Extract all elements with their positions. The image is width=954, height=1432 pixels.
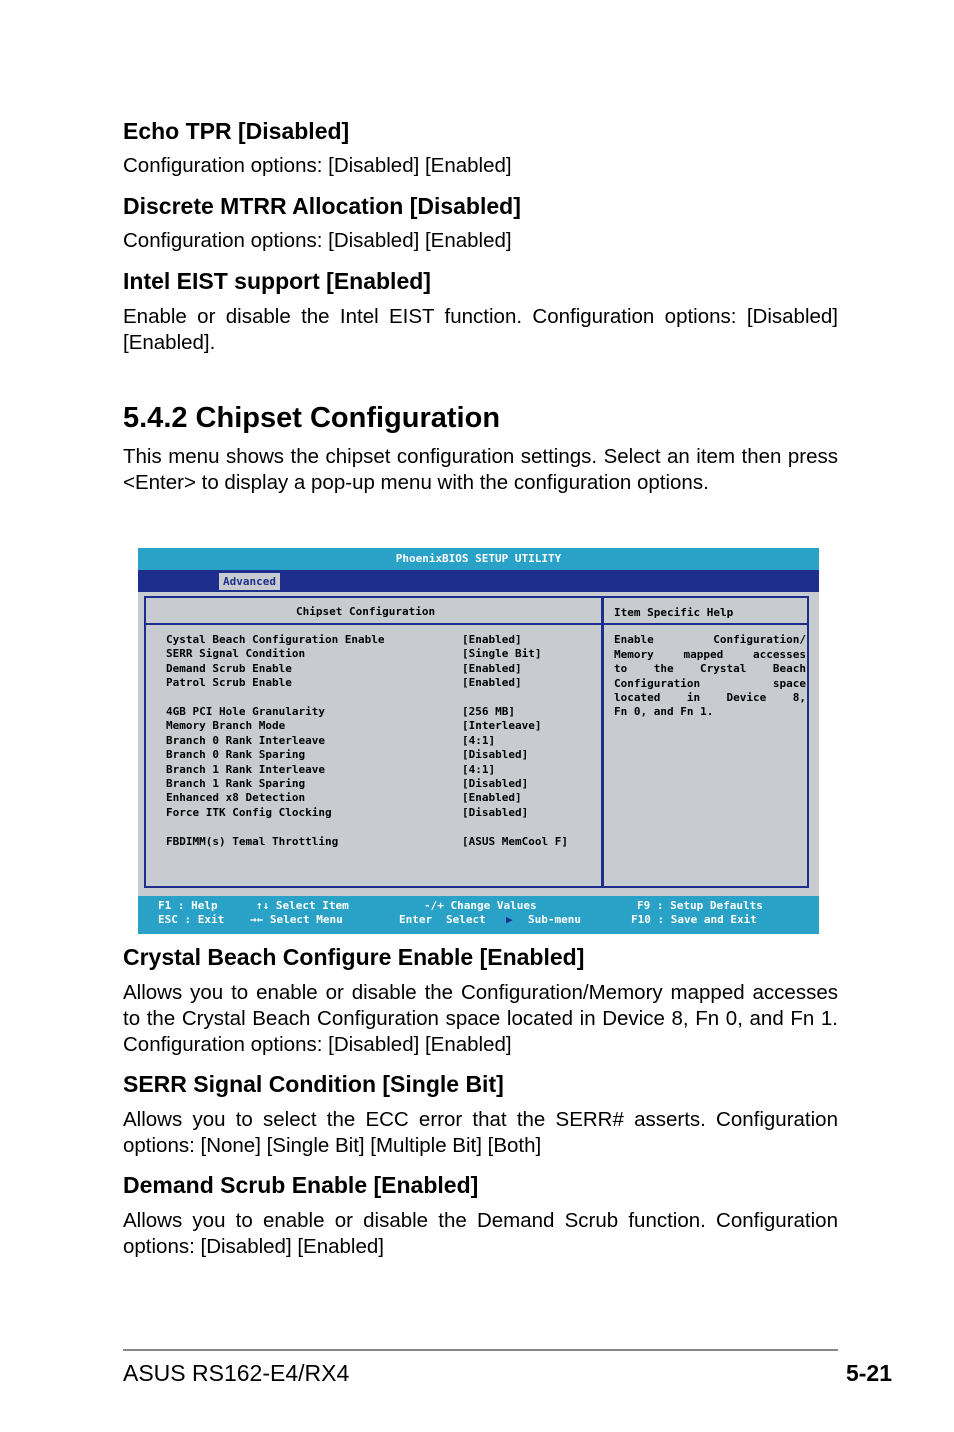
bios-help-line: Fn 0, and Fn 1. (614, 705, 714, 718)
crystal-beach-text: Allows you to enable or disable the Configuration/Memory mapped accesses to the Crystal Beach Configuration space located in Device 8, Fn 0, and Fn 1. Configuration options: [Disabled] [Enabled] (123, 981, 838, 1056)
bios-item-value[interactable]: [Single Bit] (462, 647, 542, 660)
bios-item-value[interactable]: [4:1] (462, 734, 496, 747)
bios-item-label[interactable]: Enhanced x8 Detection (166, 791, 306, 804)
bios-item-label[interactable]: Branch 0 Rank Sparing (166, 748, 306, 761)
key-select-menu: →← Select Menu (250, 913, 343, 926)
bios-body (138, 592, 819, 896)
intel-eist-heading: Intel EIST support [Enabled] (123, 268, 431, 294)
intel-eist-text: Enable or disable the Intel EIST function. Configuration options: [Disabled] [Enabled]. (123, 305, 838, 354)
bios-item-value[interactable]: [Disabled] (462, 777, 529, 790)
bios-item-label[interactable]: Branch 0 Rank Interleave (166, 734, 325, 747)
bios-item-label[interactable]: Memory Branch Mode (166, 719, 286, 732)
bios-item-label[interactable]: Patrol Scrub Enable (166, 676, 292, 689)
demand-scrub-heading: Demand Scrub Enable [Enabled] (123, 1172, 479, 1198)
footer-page-number: 5-21 (845, 1360, 892, 1386)
key-f10-save-exit: F10 : Save and Exit (631, 913, 757, 926)
submenu-arrow-icon: ▶ (506, 913, 513, 926)
footer-product-name: ASUS RS162-E4/RX4 (123, 1360, 350, 1386)
bios-item-label[interactable]: 4GB PCI Hole Granularity (166, 705, 325, 718)
bios-menu-bar (138, 570, 819, 592)
chapter-title: 5.4.2 Chipset Configuration (123, 402, 501, 434)
bios-help-title: Item Specific Help (614, 606, 734, 619)
key-esc-exit: ESC : Exit (158, 913, 225, 926)
bios-item-value[interactable]: [Enabled] (462, 662, 522, 675)
bios-item-value[interactable]: [256 MB] (462, 705, 515, 718)
bios-help-line: located in Device 8, (614, 691, 806, 704)
bios-panel-divider (601, 596, 604, 888)
key-f1-help: F1 : Help (158, 899, 218, 912)
key-select-item: ↑↓ Select Item (256, 899, 349, 912)
bios-item-label[interactable]: Demand Scrub Enable (166, 662, 292, 675)
crystal-beach-heading: Crystal Beach Configure Enable [Enabled] (123, 944, 585, 970)
footer-rule (123, 1349, 838, 1351)
bios-panel-title: Chipset Configuration (296, 605, 436, 618)
chapter-intro: This menu shows the chipset configuration settings. Select an item then press <Enter> to display a pop-up menu with the configuration options. (123, 445, 838, 494)
demand-scrub-text: Allows you to enable or disable the Demand Scrub function. Configuration options: [Disabled] [Enabled] (123, 1209, 838, 1258)
bios-item-value[interactable]: [Enabled] (462, 791, 522, 804)
bios-help-line: Memory mapped accesses (614, 648, 806, 661)
bios-item-value[interactable]: [Enabled] (462, 633, 522, 646)
bios-title-bar: PhoenixBIOS SETUP UTILITY (138, 548, 819, 570)
key-enter-select: Select (446, 913, 486, 926)
echo-tpr-heading: Echo TPR [Disabled] (123, 118, 350, 144)
echo-tpr-text: Configuration options: [Disabled] [Enabled] (123, 154, 512, 177)
bios-item-label[interactable]: Force ITK Config Clocking (166, 806, 332, 819)
bios-help-line: Configuration space (614, 677, 806, 690)
bios-item-label[interactable]: Cystal Beach Configuration Enable (166, 633, 385, 646)
bios-key-legend (138, 896, 819, 934)
key-f9-defaults: F9 : Setup Defaults (637, 899, 763, 912)
bios-help-line: to the Crystal Beach (614, 662, 806, 675)
serr-heading: SERR Signal Condition [Single Bit] (123, 1071, 504, 1097)
bios-item-value[interactable]: [Interleave] (462, 719, 542, 732)
bios-help-line: Enable Configuration/ (614, 633, 806, 646)
key-sub-menu: Sub-menu (528, 913, 581, 926)
serr-text: Allows you to select the ECC error that the SERR# asserts. Configuration options: [None] [Single Bit] [Multiple Bit] [Both] (123, 1108, 838, 1157)
discrete-mtrr-text: Configuration options: [Disabled] [Enabled] (123, 229, 512, 252)
bios-item-value[interactable]: [4:1] (462, 763, 496, 776)
key-enter: Enter (399, 913, 433, 926)
bios-tab-advanced[interactable]: Advanced (219, 573, 280, 590)
bios-item-label[interactable]: Branch 1 Rank Sparing (166, 777, 306, 790)
bios-header-divider (144, 623, 809, 625)
bios-item-value[interactable]: [Disabled] (462, 748, 529, 761)
bios-item-value[interactable]: [Enabled] (462, 676, 522, 689)
key-change-values: -/+ Change Values (424, 899, 537, 912)
bios-screenshot (138, 548, 819, 934)
bios-item-label[interactable]: FBDIMM(s) Temal Throttling (166, 835, 339, 848)
bios-item-value[interactable]: [Disabled] (462, 806, 529, 819)
discrete-mtrr-heading: Discrete MTRR Allocation [Disabled] (123, 193, 521, 219)
bios-item-label[interactable]: SERR Signal Condition (166, 647, 306, 660)
bios-item-label[interactable]: Branch 1 Rank Interleave (166, 763, 325, 776)
bios-item-value[interactable]: [ASUS MemCool F] (462, 835, 568, 848)
